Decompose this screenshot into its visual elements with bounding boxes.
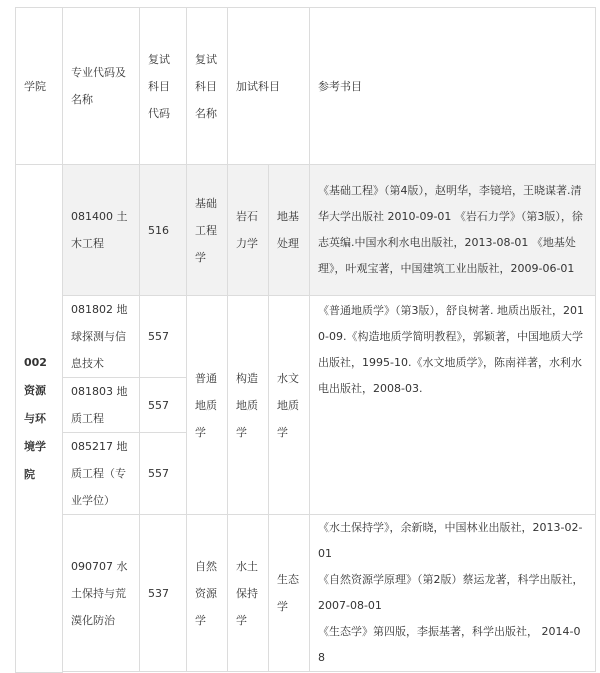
additional-subject-2: 地基处理 xyxy=(269,165,310,296)
exam-subject: 自然资源学 xyxy=(187,515,228,672)
major-name: 090707 水土保持与荒漠化防治 xyxy=(63,515,140,672)
header-college: 学院 xyxy=(16,8,63,165)
exam-code: 557 xyxy=(140,433,187,515)
admissions-table xyxy=(15,7,596,673)
college-name: 002 资源与环境学院 xyxy=(16,165,63,673)
reference-books: 《普通地质学》（第3版），舒良树著. 地质出版社，2010-09.《构造地质学简明教程》，郭颖著，中国地质大学出版社，1995-10.《水文地质学》，陈南祥著，水利水电出版社，2008-03. xyxy=(310,296,596,515)
table-row xyxy=(16,165,596,296)
header-row xyxy=(16,8,596,165)
reference-line: 《生态学》第四版，李振基著，科学出版社， 2014-08 xyxy=(318,625,581,664)
header-additional: 加试科目 xyxy=(228,8,310,165)
reference-books: 《基础工程》（第4版），赵明华，李镜培，王晓谋著.清华大学出版社 2010-09-01 《岩石力学》（第3版），徐志英编.中国水利水电出版社，2013-08-01 《地基处理》，叶观宝著，中国建筑工业出版社，2009-06-01 xyxy=(310,165,596,296)
reference-books xyxy=(310,515,596,672)
major-name: 081803 地质工程 xyxy=(63,378,140,433)
exam-subject: 基础工程学 xyxy=(187,165,228,296)
exam-code: 516 xyxy=(140,165,187,296)
additional-subject-1: 水土保持学 xyxy=(228,515,269,672)
reference-line: 《水土保持学》，余新晓，中国林业出版社，2013-02-01 xyxy=(318,521,583,560)
table-row xyxy=(16,296,596,378)
exam-code: 537 xyxy=(140,515,187,672)
additional-subject-1: 构造地质学 xyxy=(228,296,269,515)
exam-subject: 普通地质学 xyxy=(187,296,228,515)
header-major: 专业代码及名称 xyxy=(63,8,140,165)
major-name: 081802 地球探测与信息技术 xyxy=(63,296,140,378)
table-row xyxy=(16,515,596,672)
exam-code: 557 xyxy=(140,296,187,378)
admissions-table-container xyxy=(15,7,596,673)
additional-subject-2: 生态学 xyxy=(269,515,310,672)
exam-code: 557 xyxy=(140,378,187,433)
reference-line: 《自然资源学原理》（第2版）蔡运龙著，科学出版社，2007-08-01 xyxy=(318,573,584,612)
additional-subject-2: 水文地质学 xyxy=(269,296,310,515)
additional-subject-1: 岩石力学 xyxy=(228,165,269,296)
header-exam-name: 复试科目名称 xyxy=(187,8,228,165)
major-name: 085217 地质工程（专业学位） xyxy=(63,433,140,515)
header-references: 参考书目 xyxy=(310,8,596,165)
major-name: 081400 土木工程 xyxy=(63,165,140,296)
header-exam-code: 复试科目代码 xyxy=(140,8,187,165)
